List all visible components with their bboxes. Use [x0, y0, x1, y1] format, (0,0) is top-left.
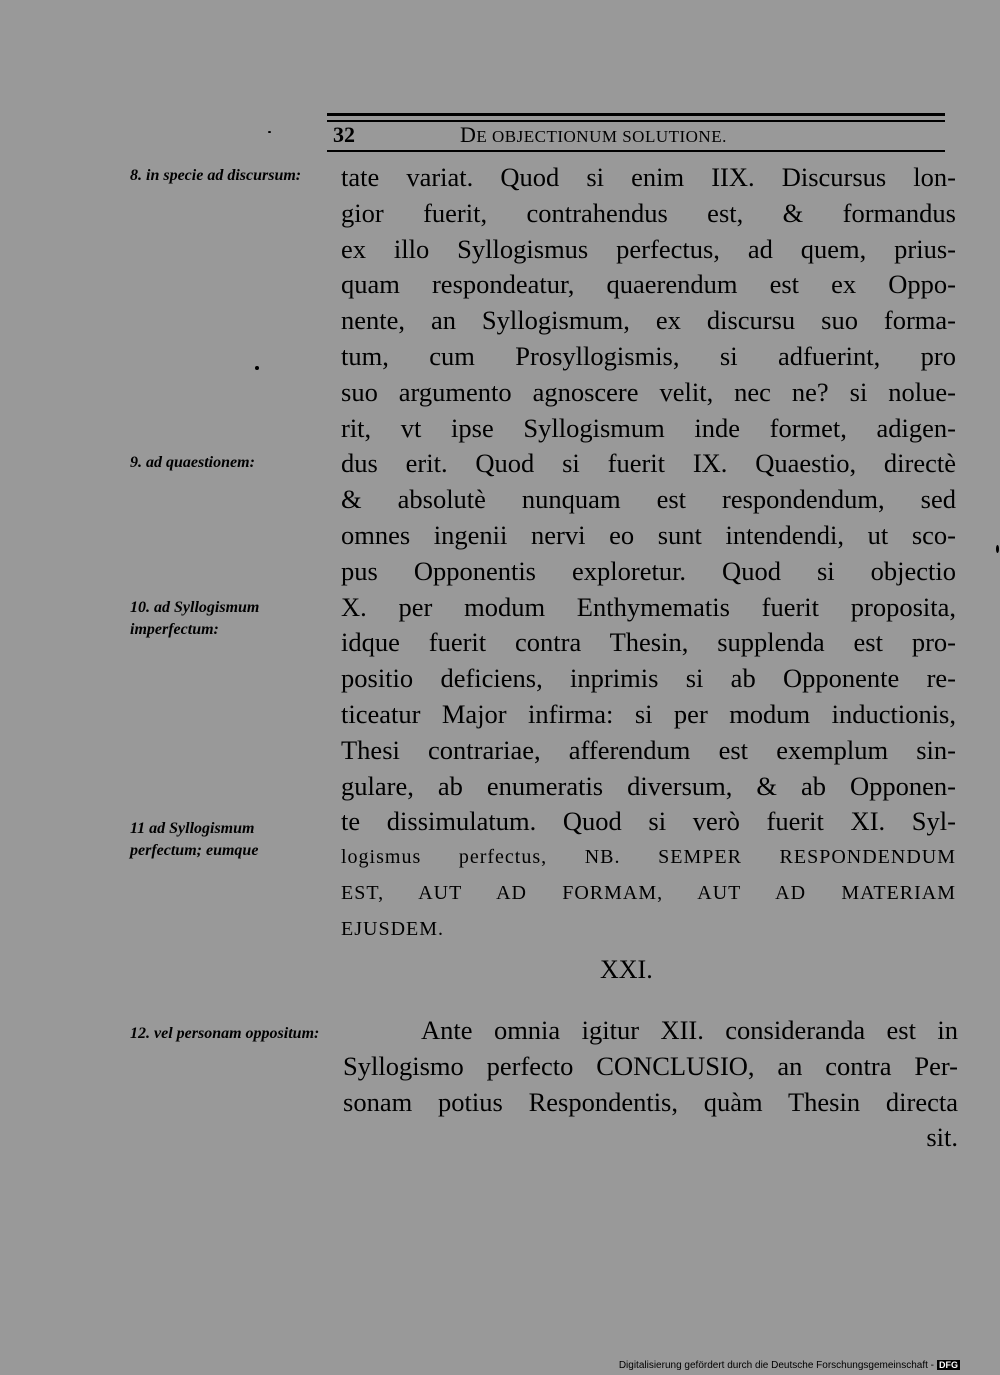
footer-text: Digitalisierung gefördert durch die Deutsche Forschungsgemeinschaft - [618, 1360, 934, 1371]
body-paragraph [341, 160, 956, 948]
running-head-smallcaps: E OBJECTIONUM SOLUTIONE. [476, 127, 727, 146]
dfg-logo: DFG [939, 1360, 958, 1370]
body-line: quam respondeatur, quaerendum est ex Oppo- [341, 269, 956, 300]
running-head-initial: D [460, 122, 477, 147]
body-line: logismus perfectus, NB. SEMPER RESPONDENDUM [341, 846, 956, 869]
body-line: rit, vt ipse Syllogismum inde formet, adigen- [341, 412, 956, 443]
body-line: & absolutè nunquam est respondendum, sed [341, 484, 956, 515]
ink-speck [996, 545, 999, 553]
section-line: Ante omnia igitur XII. consideranda est in [421, 1015, 958, 1045]
body-line: ticeatur Major infirma: si per modum inductionis, [341, 698, 956, 729]
margin-note-8: 8. in specie ad discursum: [130, 167, 302, 184]
body-line: ex illo Syllogismus perfectus, ad quem, prius- [341, 233, 956, 264]
ink-speck [268, 131, 271, 133]
body-line: pus Opponentis exploretur. Quod si objectio [341, 555, 956, 586]
body-line: tum, cum Prosyllogismis, si adfuerint, pro [341, 340, 956, 371]
ink-speck [255, 366, 259, 370]
header-rule-top [327, 113, 945, 116]
section-number: XXI. [600, 955, 653, 984]
body-line: dus erit. Quod si fuerit IX. Quaestio, directè [341, 448, 956, 479]
running-head [460, 122, 727, 148]
page-number: 32 [333, 122, 355, 147]
margin-note-11: 11 ad Syllogismum perfectum; eumque [130, 820, 259, 859]
section-line: Syllogismo perfecto CONCLUSIO, an contra Per- [343, 1050, 958, 1081]
margin-note-12: 12. vel personam oppositum: [130, 1025, 320, 1042]
body-line: tate variat. Quod si enim IIX. Discursus lon- [341, 162, 956, 192]
body-line: idque fuerit contra Thesin, supplenda est pro- [341, 627, 956, 658]
body-line: X. per modum Enthymematis fuerit proposita, [341, 591, 956, 622]
header-rule-bottom [327, 150, 945, 152]
body-line: nente, an Syllogismum, ex discursu suo forma- [341, 305, 956, 336]
body-line: EJUSDEM. [341, 917, 445, 940]
footer-credit [619, 1360, 960, 1371]
margin-note-9: 9. ad quaestionem: [130, 454, 255, 471]
margin-note-10: 10. ad Syllogismum imperfectum: [130, 599, 260, 638]
section-paragraph [343, 1013, 958, 1156]
section-line: sonam potius Respondentis, quàm Thesin directa [343, 1086, 958, 1117]
body-line: Thesi contrariae, afferendum est exemplum sin- [341, 734, 956, 765]
body-line: te dissimulatum. Quod si verò fuerit XI. Syl- [341, 806, 956, 837]
body-line: suo argumento agnoscere velit, nec ne? si nolue- [341, 376, 956, 407]
body-line: EST, AUT AD FORMAM, AUT AD MATERIAM [341, 881, 956, 904]
body-line: gulare, ab enumeratis diversum, & ab Opponen- [341, 770, 956, 801]
section-line: sit. [926, 1122, 958, 1153]
body-line: positio deficiens, inprimis si ab Opponente re- [341, 663, 956, 694]
body-line: omnes ingenii nervi eo sunt intendendi, ut sco- [341, 519, 956, 550]
body-line: gior fuerit, contrahendus est, & formandus [341, 197, 956, 228]
